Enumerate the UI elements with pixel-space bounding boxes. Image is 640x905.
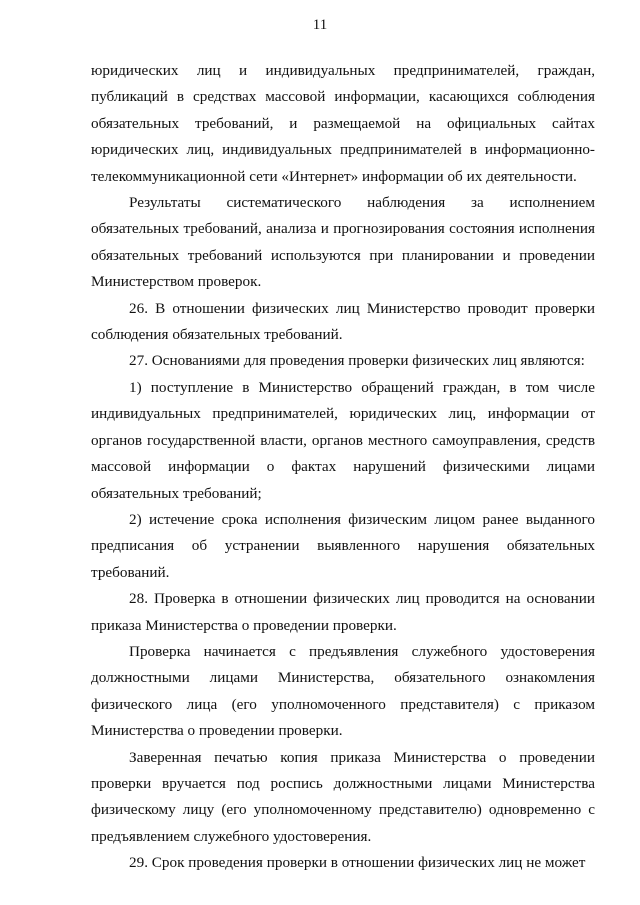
paragraph-monitoring-results: Результаты систематического наблюдения за исполнением обязательных требований, анализа и прогнозирования состояния исполнения обязательных требований используются при планировании и проведении Министерством проверок. bbox=[91, 194, 595, 291]
paragraph-certified-copy: Заверенная печатью копия приказа Министерства о проведении проверки вручается под роспись должностными лицами Министерства физическому лицу (его уполномоченному представителю) одновременно с предъявлением служебного удостоверения. bbox=[91, 748, 595, 845]
document-body bbox=[91, 58, 595, 877]
paragraph-inspection-start: Проверка начинается с предъявления служебного удостоверения должностными лицами Министерства, обязательного ознакомления физического лица (его уполномоченного представителя) с приказом Министерства о проведении проверки. bbox=[91, 642, 595, 740]
paragraph-continuation: юридических лиц и индивидуальных предпринимателей, граждан, публикаций в средствах массовой информации, касающихся соблюдения обязательных требований, и размещаемой на официальных сайтах юридических лиц, индивидуальных предпринимателей в информационно-телекоммуникационной сети «Интернет» информации об их деятельности. bbox=[91, 62, 595, 185]
page-number: 11 bbox=[312, 17, 328, 33]
paragraph-29: 29. Срок проведения проверки в отношении физических лиц не может bbox=[129, 854, 586, 872]
paragraph-27: 27. Основаниями для проведения проверки физических лиц являются: bbox=[129, 352, 585, 370]
paragraph-27-item-1: 1) поступление в Министерство обращений граждан, в том числе индивидуальных предпринимателей, юридических лиц, информации от органов государственной власти, органов местного самоуправления, средств массовой информации о фактах нарушений физическими лицами обязательных требований; bbox=[91, 378, 595, 502]
paragraph-27-item-2: 2) истечение срока исполнения физическим лицом ранее выданного предписания об устранении выявленного нарушения обязательных требований. bbox=[91, 510, 595, 581]
paragraph-28: 28. Проверка в отношении физических лиц проводится на основании приказа Министерства о проведении проверки. bbox=[91, 590, 595, 634]
paragraph-26: 26. В отношении физических лиц Министерство проводит проверки соблюдения обязательных требований. bbox=[91, 299, 595, 344]
